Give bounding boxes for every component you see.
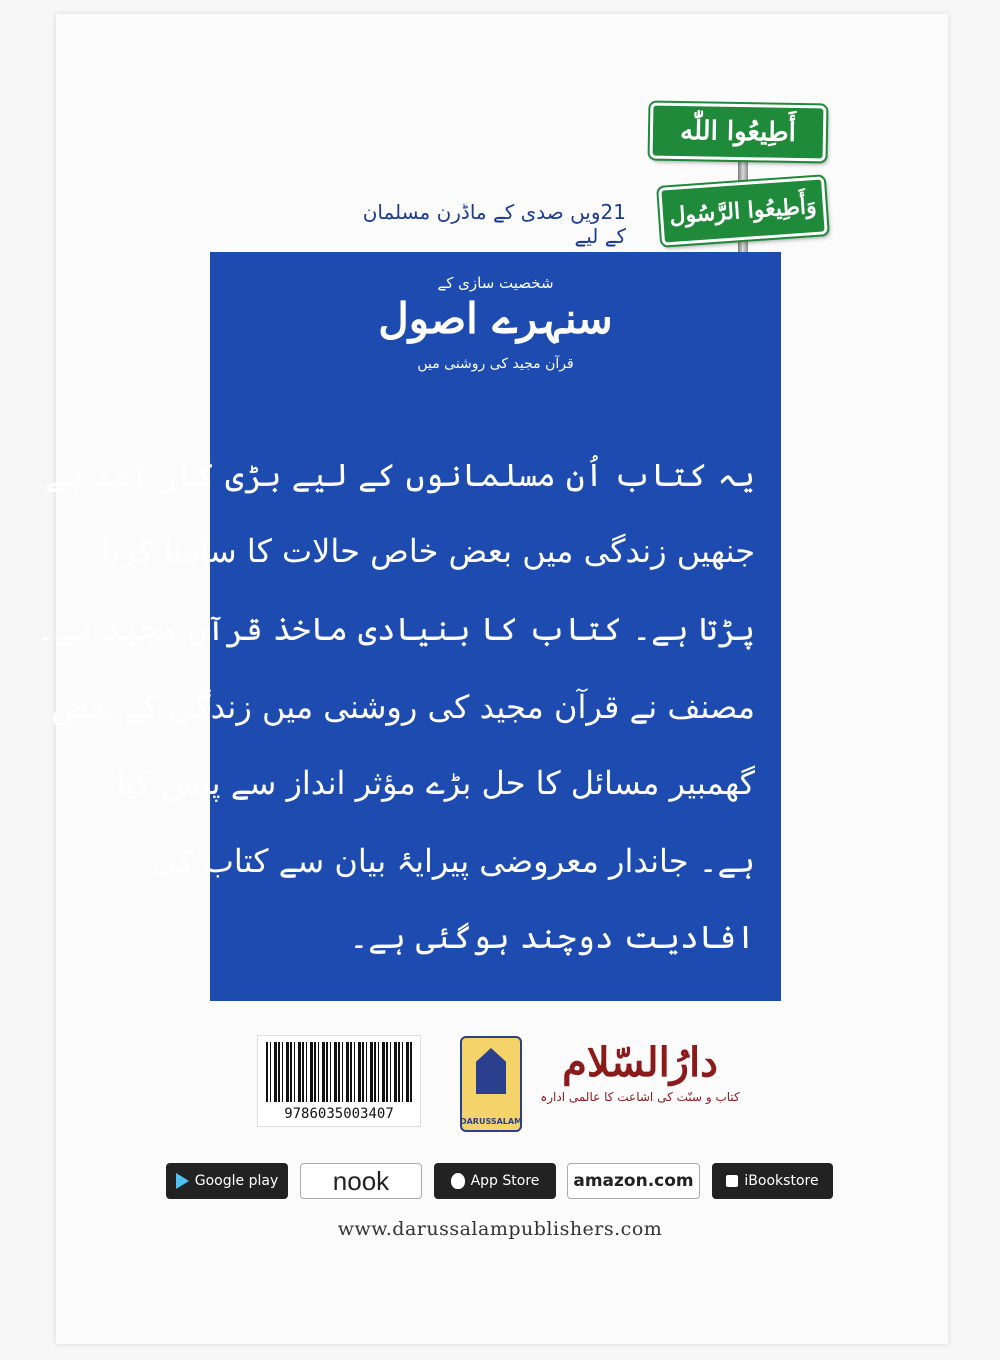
book-title: سنہرے اصول <box>378 294 613 343</box>
blue-text-panel <box>36 252 781 1001</box>
body-line-4: مصنف نے قرآن مجید کی روشنی میں زندگی کے بعض <box>50 688 755 726</box>
play-icon <box>176 1173 189 1189</box>
street-sign-bottom <box>658 176 828 245</box>
nook-label: nook <box>332 1165 390 1196</box>
ibookstore-badge[interactable] <box>712 1163 833 1199</box>
street-sign-top <box>650 102 827 161</box>
body-line-6: ہے۔ جاندار معروضی پیرایۂ بیان سے کتاب کی <box>151 842 755 880</box>
body-line-2: جنھیں زندگی میں بعض خاص حالات کا سامنا کرنا <box>101 532 755 570</box>
publisher-tagline: کتاب و سنّت کی اشاعت کا عالمی ادارہ <box>540 1090 740 1104</box>
google-play-badge[interactable] <box>166 1163 288 1199</box>
body-line-1: یہ کتاب اُن مسلمانوں کے لیے بڑی کار آمد ہے <box>44 456 755 494</box>
book-subtitle: قرآن مجید کی روشنی میں <box>417 356 574 372</box>
body-line-7: افادیت دوچند ہوگئی ہے۔ <box>349 918 755 956</box>
publisher-website[interactable]: www.darussalampublishers.com <box>337 1218 663 1240</box>
book-icon <box>726 1175 738 1187</box>
google-play-label: Google play <box>194 1173 279 1189</box>
tagline: 21ویں صدی کے ماڈرن مسلمان کے لیے <box>362 200 626 248</box>
body-line-5: گھمبیر مسائل کا حل بڑے مؤثر انداز سے پیش کیا <box>116 764 755 802</box>
amazon-badge[interactable] <box>567 1163 700 1199</box>
sign-bottom-text: وَأَطِيعُوا الرَّسُول <box>668 192 818 230</box>
body-line-3: پڑتا ہے۔ کتاب کا بنیادی ماخذ قرآنِ مجید ہے۔ <box>36 610 755 648</box>
sign-top-text: أَطِيعُوا اللّٰه <box>679 115 797 149</box>
apple-icon <box>451 1173 465 1189</box>
isbn-barcode <box>257 1035 421 1127</box>
barcode-number: 9786035003407 <box>284 1106 394 1122</box>
mosque-icon <box>476 1048 506 1094</box>
amazon-label: amazon.com <box>573 1171 694 1191</box>
barcode-bars <box>266 1042 412 1102</box>
nook-badge[interactable] <box>300 1163 422 1199</box>
ibookstore-label: iBookstore <box>744 1173 819 1189</box>
publisher-badge <box>460 1036 522 1132</box>
publisher-name: دارُالسّلام <box>562 1039 718 1086</box>
badge-text: DARUSSALAM <box>459 1117 523 1126</box>
app-store-label: App Store <box>470 1173 540 1189</box>
pre-title: شخصیت سازی کے <box>437 274 554 292</box>
publisher-logo <box>540 1040 740 1130</box>
app-store-badge[interactable] <box>434 1163 556 1199</box>
